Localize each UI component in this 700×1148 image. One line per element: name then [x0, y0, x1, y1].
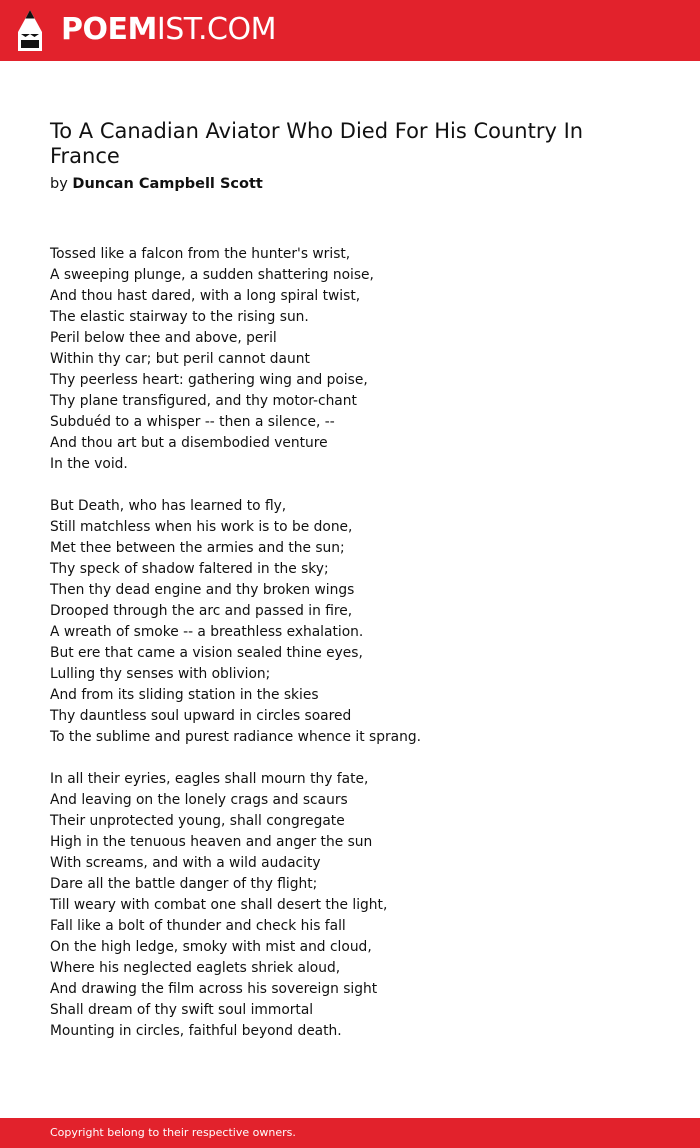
copyright-notice: Copyright belong to their respective owners. — [50, 1126, 296, 1139]
author-name: Duncan Campbell Scott — [72, 176, 263, 192]
poem-line: But ere that came a vision sealed thine eyes, — [50, 645, 363, 661]
brand-bold: POEM — [61, 12, 157, 47]
poem-line: Still matchless when his work is to be done, — [50, 519, 353, 535]
by-label: by — [50, 176, 68, 192]
poem-line: Thy dauntless soul upward in circles soared — [50, 708, 352, 724]
site-footer — [0, 1118, 700, 1148]
brand-light: IST.COM — [156, 12, 276, 47]
poem-line: Dare all the battle danger of thy flight; — [50, 876, 318, 892]
poem-body — [50, 244, 670, 1063]
poem-line: And leaving on the lonely crags and scaurs — [50, 792, 348, 808]
poem-line: High in the tenuous heaven and anger the sun — [50, 834, 373, 850]
poem-line: On the high ledge, smoky with mist and cloud, — [50, 939, 372, 955]
poem-line: A wreath of smoke -- a breathless exhalation. — [50, 624, 364, 640]
poem-line: The elastic stairway to the rising sun. — [50, 309, 309, 325]
poem-line: Then thy dead engine and thy broken wings — [50, 582, 355, 598]
poem-line: With screams, and with a wild audacity — [50, 855, 321, 871]
pencil-icon[interactable] — [18, 10, 42, 51]
poem-line: To the sublime and purest radiance whence it sprang. — [50, 729, 421, 745]
poem-line: Drooped through the arc and passed in fire, — [50, 603, 353, 619]
poem-line: Subduéd to a whisper -- then a silence, -- — [50, 414, 335, 430]
stanza — [50, 244, 670, 475]
poem-line: And from its sliding station in the skies — [50, 687, 319, 703]
poem-line: Shall dream of thy swift soul immortal — [50, 1002, 314, 1018]
poem-line: Mounting in circles, faithful beyond death. — [50, 1023, 342, 1039]
poem-line: And thou art but a disembodied venture — [50, 435, 328, 451]
stanza — [50, 769, 670, 1042]
poem-line: A sweeping plunge, a sudden shattering noise, — [50, 267, 374, 283]
poem-line: Thy speck of shadow faltered in the sky; — [50, 561, 329, 577]
poem-line: Thy peerless heart: gathering wing and poise, — [50, 372, 368, 388]
poem-line: Met thee between the armies and the sun; — [50, 540, 345, 556]
poem-line: Their unprotected young, shall congregate — [50, 813, 345, 829]
poem-line: Tossed like a falcon from the hunter's wrist, — [50, 246, 351, 262]
site-header — [0, 0, 700, 61]
site-logo-link[interactable] — [61, 12, 276, 48]
poem-line: In the void. — [50, 456, 128, 472]
poem-title: To A Canadian Aviator Who Died For His Country In France — [50, 119, 584, 168]
stanza — [50, 496, 670, 748]
poem-line: Lulling thy senses with oblivion; — [50, 666, 271, 682]
poem-line: Within thy car; but peril cannot daunt — [50, 351, 310, 367]
poem-line: And thou hast dared, with a long spiral twist, — [50, 288, 361, 304]
poem-line: Till weary with combat one shall desert the light, — [50, 897, 388, 913]
poem-line: In all their eyries, eagles shall mourn thy fate, — [50, 771, 369, 787]
poem-line: Where his neglected eaglets shriek aloud, — [50, 960, 341, 976]
byline — [50, 174, 263, 194]
poem-line: But Death, who has learned to fly, — [50, 498, 287, 514]
poem-line: Peril below thee and above, peril — [50, 330, 277, 346]
poem-line: And drawing the film across his sovereign sight — [50, 981, 378, 997]
poem-line: Thy plane transfigured, and thy motor-chant — [50, 393, 357, 409]
poem-line: Fall like a bolt of thunder and check his fall — [50, 918, 346, 934]
